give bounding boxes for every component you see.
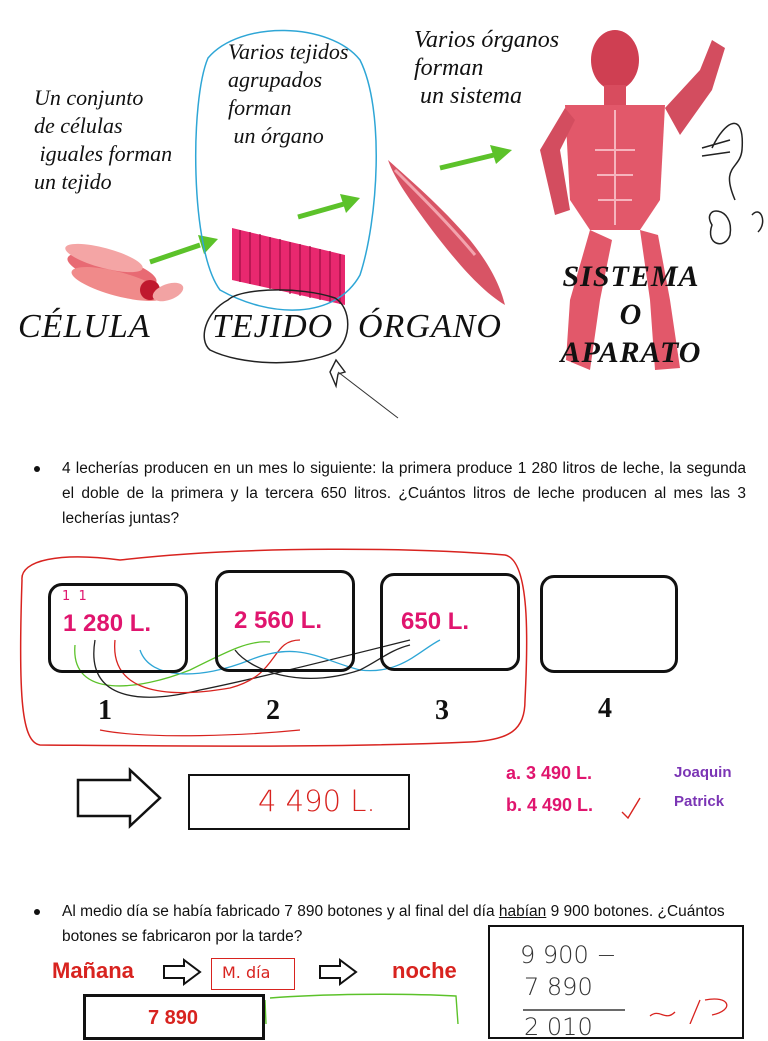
value-1: 1 280 L. bbox=[63, 610, 152, 637]
value-box-7890 bbox=[83, 994, 265, 1040]
description-tejido: Varios tejidos agrupados forman un órgano bbox=[228, 39, 349, 148]
description-celula: Un conjunto de células iguales forman un tejido bbox=[34, 85, 173, 194]
value-7890: 7 890 bbox=[148, 1007, 199, 1029]
answer-value: 4 490 L. bbox=[258, 784, 376, 818]
label-celula: CÉLULA bbox=[18, 308, 151, 345]
box-number-1: 1 bbox=[98, 695, 112, 726]
option-b: b. 4 490 L. bbox=[506, 795, 594, 815]
underlined-word: habían bbox=[498, 903, 547, 920]
student-name-patrick: Patrick bbox=[674, 793, 725, 810]
calc-minuend: 9 900 − bbox=[520, 941, 617, 969]
box-number-2: 2 bbox=[266, 695, 280, 726]
label-manana: Mañana bbox=[52, 958, 134, 983]
value-2: 2 560 L. bbox=[234, 607, 323, 634]
box-number-4: 4 bbox=[598, 693, 612, 724]
problem-2-text: Al medio día se había fabricado 7 890 botones y al final del día habían 9 900 botones. ¿Cuántos botones se fabricaron por la tarde? bbox=[62, 903, 725, 945]
box-number-3: 3 bbox=[435, 695, 449, 726]
option-a: a. 3 490 L. bbox=[506, 763, 593, 783]
label-tejido: TEJIDO bbox=[212, 308, 334, 345]
calc-result: 2 010 bbox=[524, 1013, 593, 1041]
student-name-joaquin: Joaquin bbox=[674, 764, 732, 781]
label-noche: noche bbox=[392, 958, 457, 983]
description-organo: Varios órganos forman un sistema bbox=[414, 27, 560, 109]
label-organo: ÓRGANO bbox=[358, 308, 502, 345]
carry-marks: 1 1 bbox=[62, 589, 87, 604]
label-sistema: SISTEMA O APARATO bbox=[560, 260, 702, 369]
calc-subtrahend: 7 890 bbox=[524, 973, 593, 1001]
problem-1-text: 4 lecherías producen en un mes lo siguiente: la primera produce 1 280 litros de leche, la segunda el doble de la primera y la tercera 650 litros. ¿Cuántos litros de leche producen al mes las 3 lecherías juntas? bbox=[62, 460, 746, 527]
value-3: 650 L. bbox=[401, 608, 470, 635]
medio-dia-box bbox=[211, 958, 295, 990]
label-medio-dia: M. día bbox=[222, 963, 271, 982]
calculation-box[interactable] bbox=[488, 925, 744, 1039]
